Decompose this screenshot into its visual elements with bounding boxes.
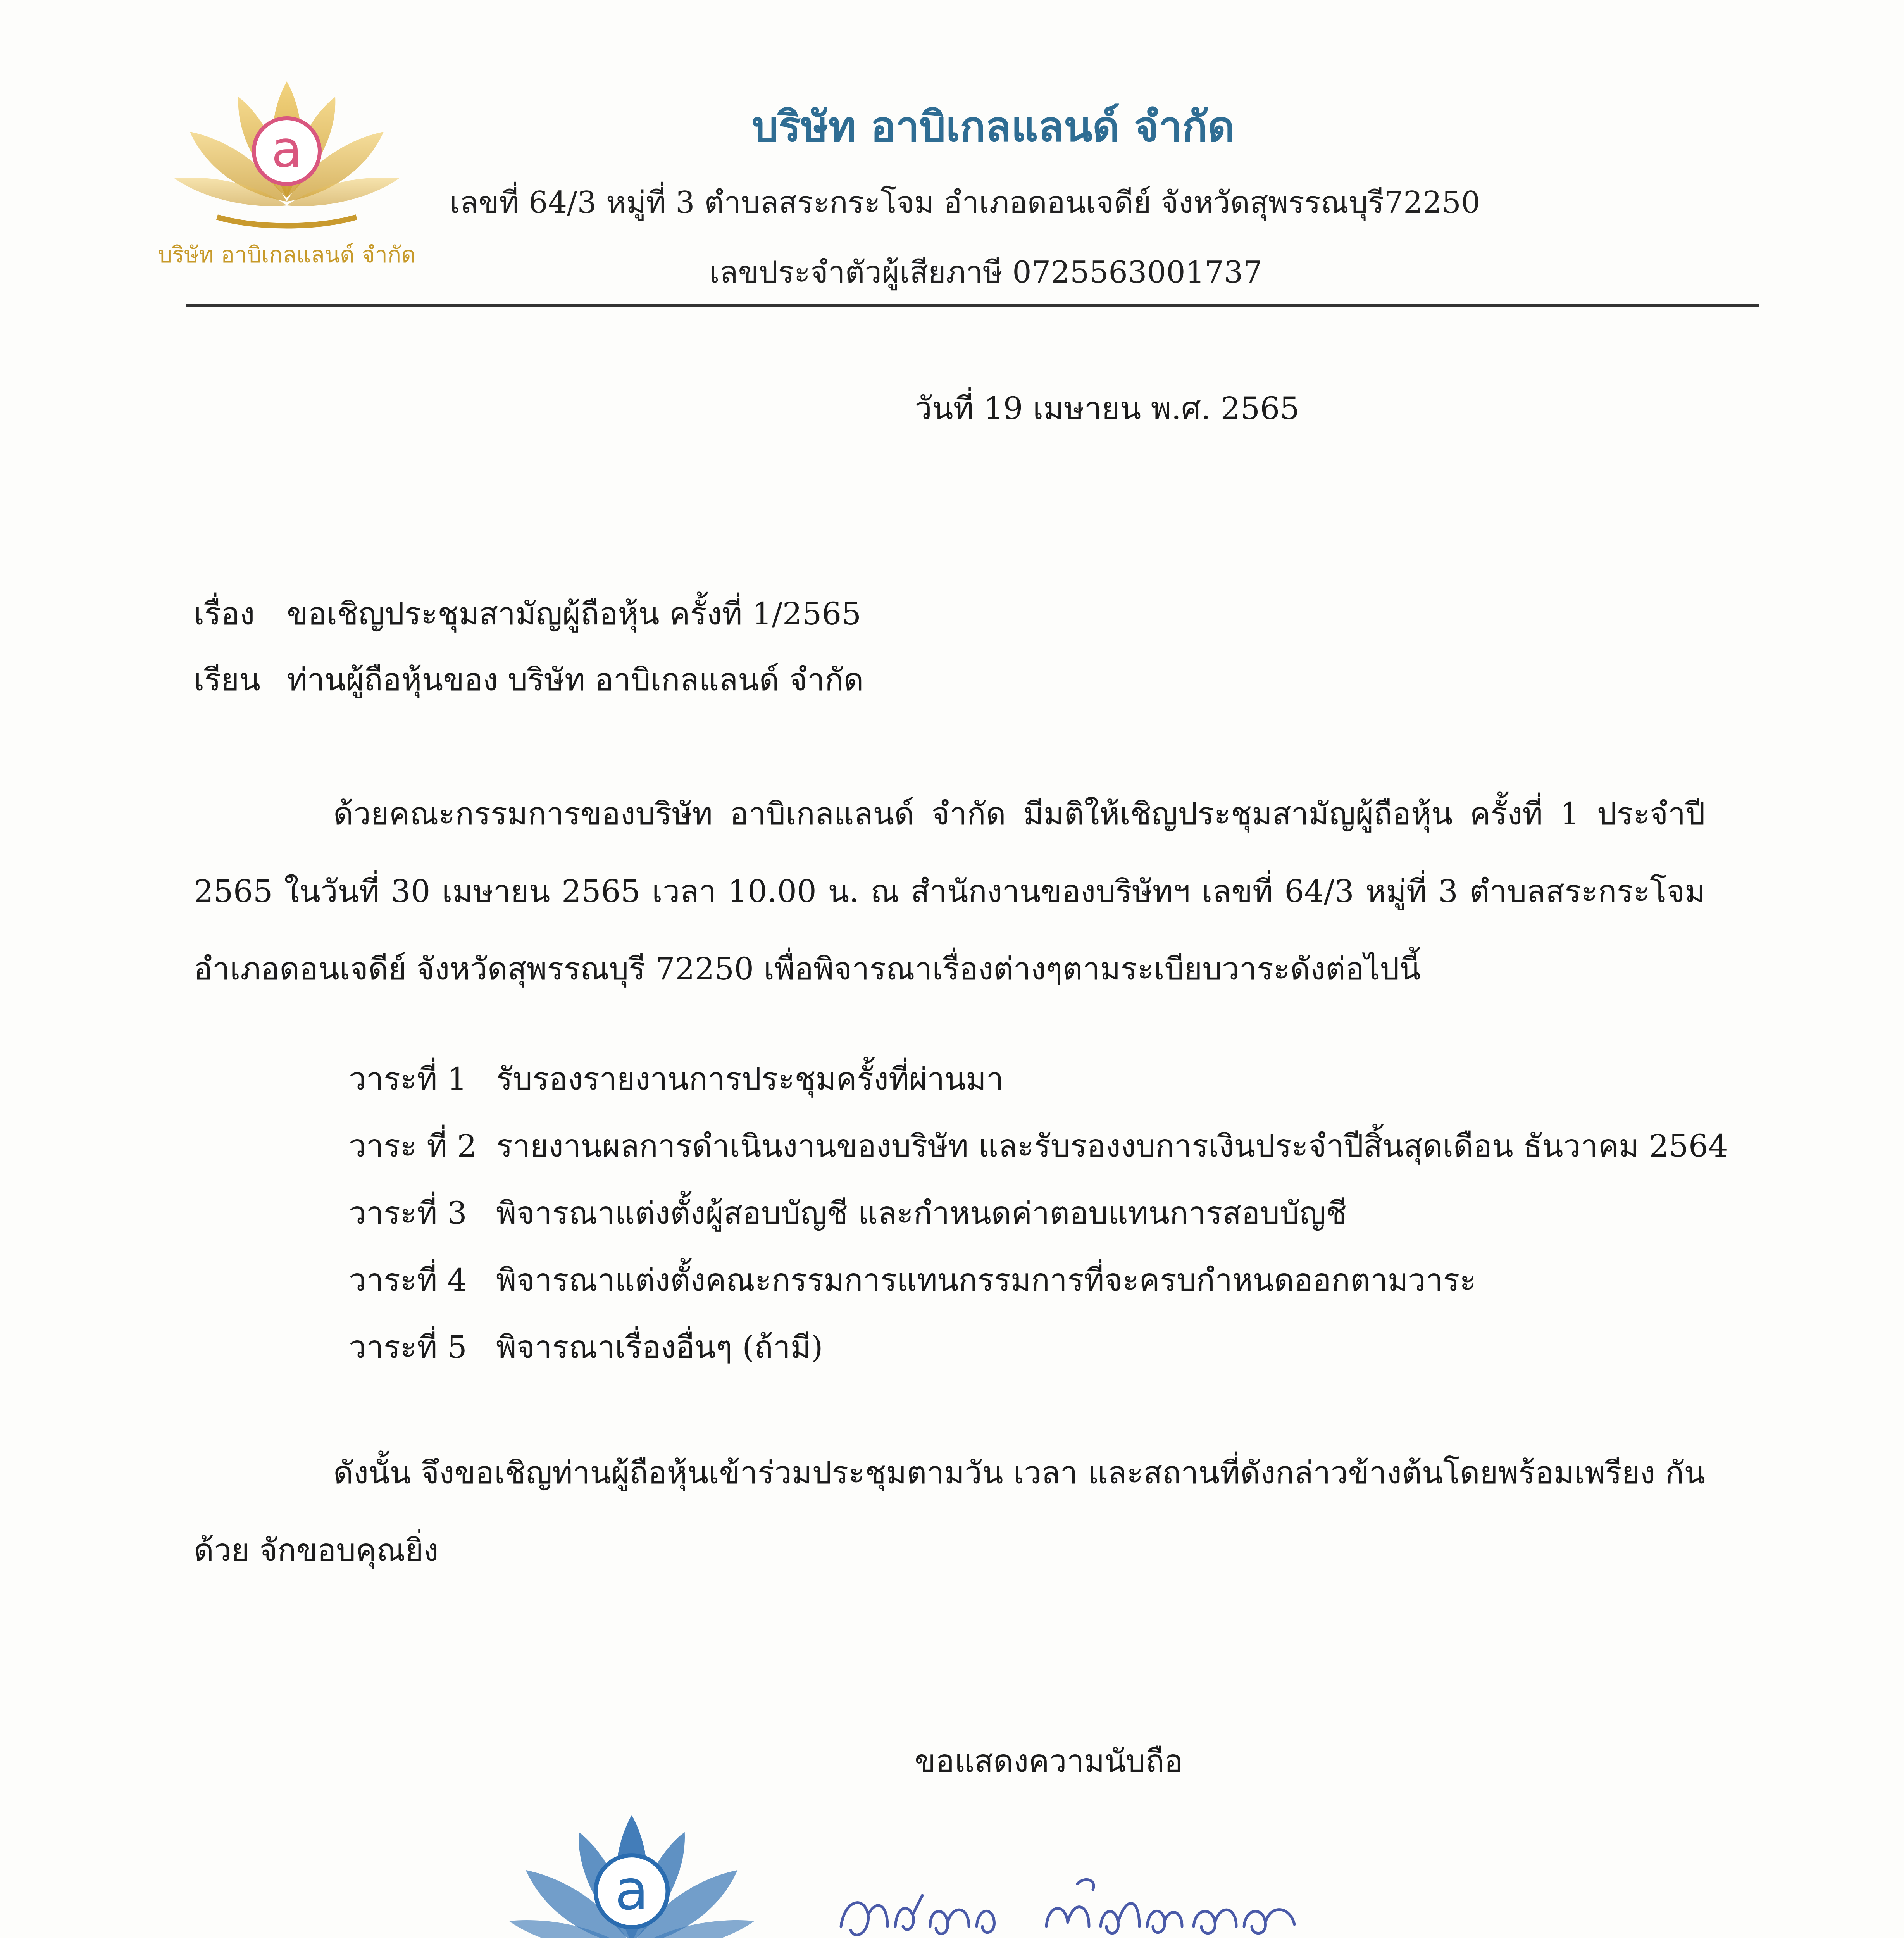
recipient-line bbox=[194, 655, 863, 704]
agenda-item bbox=[349, 1188, 1728, 1255]
intro-paragraph: ด้วยคณะกรรมการของบริษัท อาบิเกลแลนด์ จำกัด มีมติให้เชิญประชุมสามัญผู้ถือหุ้น ครั้งที่ 1 ประจำปี 2565 ในวันที่ 30 เมษายน 2565 เวลา 10.00 น. ณ สำนักงานของบริษัทฯ เลขที่ 64/3 หมู่ที่ 3 ตำบลสระกระโจม อำเภอดอนเจดีย์ จังหวัดสุพรรณบุรี 72250 เพื่อพิจารณาเรื่องต่างๆตามระเบียบวาระดังต่อไปนี้ bbox=[194, 796, 1705, 987]
letter-date: วันที่ 19 เมษายน พ.ศ. 2565 bbox=[915, 390, 1300, 426]
agenda-number: วาระ ที่ 2 bbox=[349, 1128, 477, 1164]
subject-line bbox=[194, 589, 861, 638]
lotus-logo-icon bbox=[171, 70, 403, 236]
agenda-text: รับรองรายงานการประชุมครั้งที่ผ่านมา bbox=[496, 1061, 1004, 1097]
recipient-text: ท่านผู้ถือหุ้นของ บริษัท อาบิเกลแลนด์ จำกัด bbox=[287, 662, 864, 698]
header-divider bbox=[186, 304, 1759, 307]
svg-text:a: a bbox=[271, 120, 302, 179]
lotus-stamp-icon bbox=[488, 1802, 775, 1938]
agenda-item bbox=[349, 1322, 1728, 1390]
agenda-item bbox=[349, 1255, 1728, 1322]
company-logo bbox=[147, 70, 426, 287]
agenda-number: วาระที่ 3 bbox=[349, 1195, 467, 1231]
agenda-item bbox=[349, 1121, 1728, 1188]
company-stamp bbox=[465, 1802, 798, 1938]
agenda-text: พิจารณาเรื่องอื่นๆ (ถ้ามี) bbox=[496, 1329, 823, 1365]
logo-caption: บริษัท อาบิเกลแลนด์ จำกัด bbox=[158, 241, 416, 268]
agenda-text: พิจารณาแต่งตั้งคณะกรรมการแทนกรรมการที่จะครบกำหนดออกตามวาระ bbox=[496, 1262, 1477, 1298]
svg-text:a: a bbox=[615, 1858, 649, 1922]
agenda-number: วาระที่ 4 bbox=[349, 1262, 467, 1298]
handwritten-signature bbox=[829, 1853, 1333, 1938]
regards-line: ขอแสดงความนับถือ bbox=[915, 1743, 1183, 1779]
agenda-number: วาระที่ 1 bbox=[349, 1061, 467, 1097]
closing-paragraph: ดังนั้น จึงขอเชิญท่านผู้ถือหุ้นเข้าร่วมประชุมตามวัน เวลา และสถานที่ดังกล่าวข้างต้นโดยพร้อมเพรียง กันด้วย จักขอบคุณยิ่ง bbox=[194, 1455, 1705, 1568]
company-name: บริษัท อาบิเกลแลนด์ จำกัด bbox=[752, 102, 1235, 151]
recipient-label: เรียน bbox=[194, 662, 260, 698]
subject-label: เรื่อง bbox=[194, 596, 255, 632]
agenda-list bbox=[349, 1054, 1728, 1390]
company-address: เลขที่ 64/3 หมู่ที่ 3 ตำบลสระกระโจม อำเภอดอนเจดีย์ จังหวัดสุพรรณบุรี72250 bbox=[450, 185, 1480, 220]
agenda-item bbox=[349, 1054, 1728, 1121]
agenda-number: วาระที่ 5 bbox=[349, 1329, 467, 1365]
agenda-text: รายงานผลการดำเนินงานของบริษัท และรับรองงบการเงินประจำปีสิ้นสุดเดือน ธันวาคม 2564 bbox=[496, 1128, 1728, 1164]
agenda-text: พิจารณาแต่งตั้งผู้สอบบัญชี และกำหนดค่าตอบแทนการสอบบัญชี bbox=[496, 1195, 1347, 1231]
company-tax-id: เลขประจำตัวผู้เสียภาษี 0725563001737 bbox=[709, 255, 1263, 290]
subject-text: ขอเชิญประชุมสามัญผู้ถือหุ้น ครั้งที่ 1/2565 bbox=[287, 596, 862, 632]
